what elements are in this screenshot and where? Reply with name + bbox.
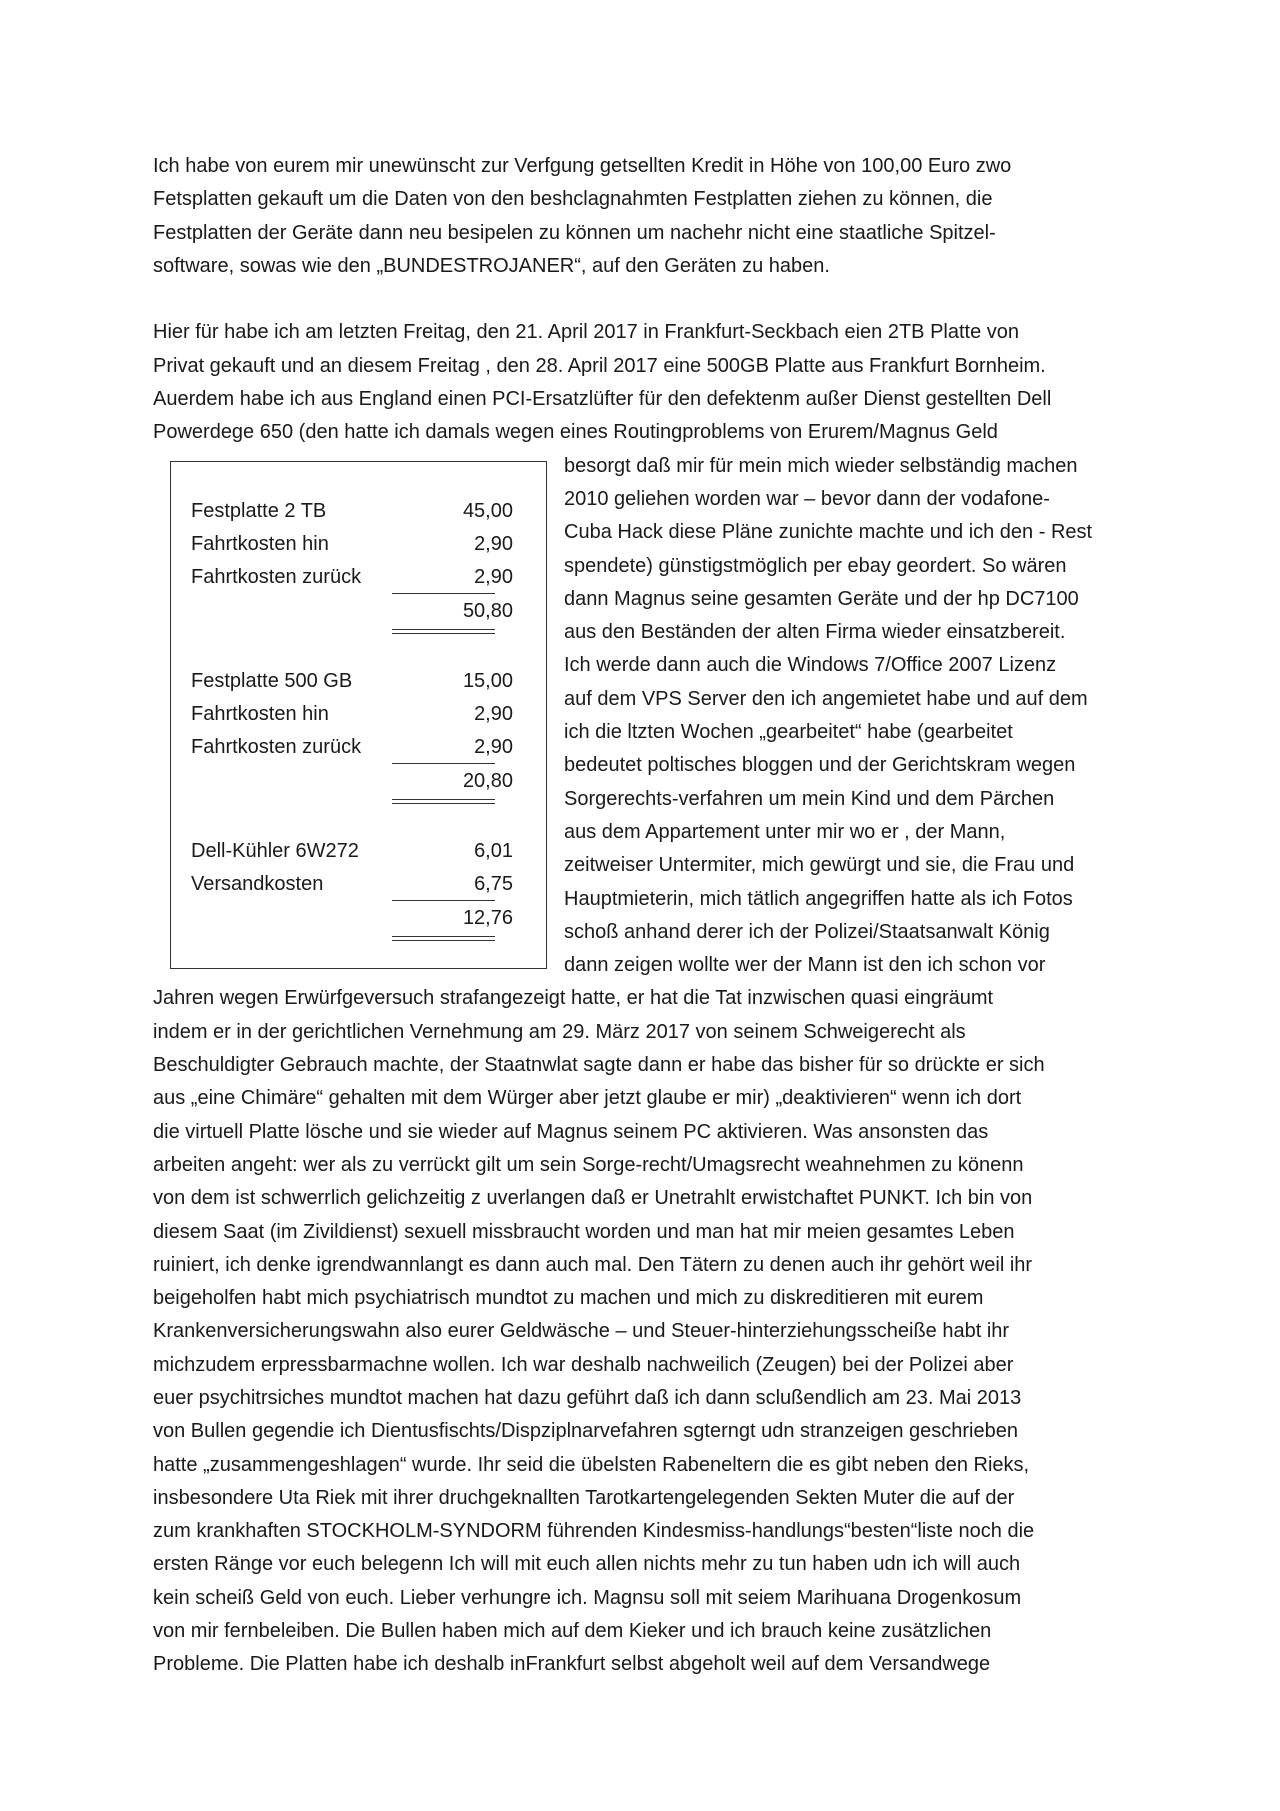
text-line: Cuba Hack diese Pläne zunichte machte und ich den - Rest — [564, 521, 1093, 544]
text-line: 2010 geliehen worden war – bevor dann der vodafone- — [564, 487, 1050, 510]
expense-total: 50,80 — [462, 600, 513, 622]
expense-label: Versandkosten — [191, 873, 324, 895]
expense-value: 6,75 — [474, 873, 513, 895]
text-line: beigeholfen habt mich psychiatrisch mundtot zu machen und mich zu diskreditieren mit eurem — [153, 1287, 984, 1310]
expense-label: Festplatte 2 TB — [191, 500, 327, 522]
text-line: von mir fernbeleiben. Die Bullen haben mich auf dem Kieker und ich brauch keine zusätzlichen — [153, 1620, 992, 1643]
expense-label: Fahrtkosten hin — [191, 703, 329, 725]
text-line: ruiniert, ich denke igrendwannlangt es dann auch mal. Den Tätern zu denen auch ihr gehört weil ihr — [153, 1253, 1033, 1276]
expense-value: 2,90 — [474, 736, 513, 758]
text-line: aus den Beständen der alten Firma wieder einsatzbereit. — [564, 621, 1066, 644]
text-line: Krankenversicherungswahn also eurer Geldwäsche – und Steuer-hinterziehungsscheiße habt ihr — [153, 1320, 1010, 1343]
expense-value: 15,00 — [462, 670, 513, 692]
expense-total: 20,80 — [462, 770, 513, 792]
text-line: Ich habe von eurem mir unewünscht zur Verfgung getsellten Kredit in Höhe von 100,00 Euro zwo — [153, 155, 1012, 177]
total-double-rule — [392, 936, 495, 941]
text-line: euer psychitrsiches mundtot machen hat dazu geführt daß ich dann sclußendlich am 23. Mai 2013 — [153, 1386, 1022, 1409]
expense-row — [191, 665, 517, 698]
expense-row — [191, 731, 517, 764]
text-line: spendete) günstigstmöglich per ebay geordert. So wären — [564, 554, 1067, 577]
text-line: aus „eine Chimäre“ gehalten mit dem Würger aber jetzt glaube er mir) „deaktivieren“ wenn ich dort — [153, 1087, 1022, 1110]
text-line: Hauptmieterin, mich tätlich angegriffen hatte als ich Fotos — [564, 887, 1073, 910]
expense-row — [191, 495, 517, 528]
text-line: zum krankhaften STOCKHOLM-SYNDORM führenden Kindesmiss-handlungs“besten“liste noch die — [153, 1520, 1035, 1543]
sum-rule — [392, 900, 495, 901]
expense-label: Fahrtkosten zurück — [191, 566, 362, 588]
expense-value: 2,90 — [474, 703, 513, 725]
sum-rule — [392, 593, 495, 594]
expense-label: Fahrtkosten zurück — [191, 736, 362, 758]
text-line: auf dem VPS Server den ich angemietet habe und auf dem — [564, 687, 1088, 710]
expense-row — [191, 868, 517, 901]
expense-total-row — [191, 765, 517, 798]
text-line: arbeiten angeht: wer als zu verrückt gilt um sein Sorge-recht/Umagsrecht weahnehmen zu könenn — [153, 1153, 1024, 1176]
text-line: software, sowas wie den „BUNDESTROJANER“, auf den Geräten zu haben. — [153, 254, 830, 277]
text-line: Powerdege 650 (den hatte ich damals wegen eines Routingproblems von Erurem/Magnus Geld — [153, 421, 998, 444]
text-line: Sorgerechts-verfahren um mein Kind und dem Pärchen — [564, 787, 1055, 810]
letter-page — [153, 150, 1139, 1682]
text-line: Hier für habe ich am letzten Freitag, den 21. April 2017 in Frankfurt-Seckbach eien 2TB Platte von — [153, 321, 1020, 344]
text-line: von Bullen gegendie ich Dientusfischts/Dispziplnarvefahren sgterngt udn stranzeigen geschrieben — [153, 1420, 1018, 1443]
text-line: Fetsplatten gekauft um die Daten von den beshclagnahmten Festplatten ziehen zu können, die — [153, 188, 993, 211]
text-line: insbesondere Uta Riek mit ihrer druchgeknallten Tarotkartengelegenden Sekten Muter die auf der — [153, 1486, 1015, 1509]
text-line: schoß anhand derer ich der Polizei/Staatsanwalt König — [564, 920, 1050, 943]
text-line: diesem Saat (im Zivildienst) sexuell missbraucht worden und man hat mir meien gesamtes Leben — [153, 1220, 1015, 1243]
text-line: ersten Ränge vor euch belegenn Ich will mit euch allen nichts mehr zu tun haben udn ich will auch — [153, 1553, 1021, 1576]
expense-value: 2,90 — [474, 533, 513, 555]
expense-total-row — [191, 595, 517, 628]
text-line: zeitweiser Untermiter, mich gewürgt und sie, die Frau und — [564, 854, 1075, 877]
expense-total-row — [191, 902, 517, 935]
text-line: Jahren wegen Erwürfgeversuch strafangezeigt hatte, er hat die Tat inzwischen quasi eingräumt — [153, 987, 994, 1010]
expense-total: 12,76 — [462, 907, 513, 929]
text-line: michzudem erpressbarmachne wollen. Ich war deshalb nachweilich (Zeugen) bei der Polizei aber — [153, 1353, 1014, 1376]
expense-value: 6,01 — [474, 840, 513, 862]
text-line: von dem ist schwerrlich gelichzeitig z uverlangen daß er Unetrahlt erwistchaftet PUNKT. Ich bin von — [153, 1187, 1033, 1210]
text-line: dann zeigen wollte wer der Mann ist den ich schon vor — [564, 954, 1046, 977]
text-line: Ich werde dann auch die Windows 7/Office 2007 Lizenz — [564, 654, 1057, 677]
text-line: Festplatten der Geräte dann neu besipelen zu können um nachehr nicht eine staatliche Spitzel- — [153, 221, 996, 244]
text-line: hatte „zusammengeshlagen“ wurde. Ihr seid die übelsten Rabeneltern die es gibt neben den Rieks, — [153, 1453, 1030, 1476]
expense-row — [191, 561, 517, 594]
text-line: Auerdem habe ich aus England einen PCI-Ersatzlüfter für den defektenm außer Dienst gestellten Dell — [153, 388, 1052, 411]
text-line: bedeutet poltisches bloggen und der Gerichtskram wegen — [564, 754, 1076, 777]
text-line: ich die ltzten Wochen „gearbeitet“ habe (gearbeitet — [564, 721, 1013, 744]
text-line: Beschuldigter Gebrauch machte, der Staatnwlat sagte dann er habe das bisher für so drückte er sich — [153, 1054, 1045, 1077]
sum-rule — [392, 763, 495, 764]
expense-box — [170, 461, 547, 969]
total-double-rule — [392, 629, 495, 634]
text-line: besorgt daß mir für mein mich wieder selbständig machen — [564, 454, 1078, 477]
text-line: aus dem Appartement unter mir wo er , der Mann, — [564, 820, 1006, 843]
expense-value: 45,00 — [462, 500, 513, 522]
expense-row — [191, 698, 517, 731]
expense-row — [191, 528, 517, 561]
expense-label: Fahrtkosten hin — [191, 533, 329, 555]
text-line: indem er in der gerichtlichen Vernehmung am 29. März 2017 von seinem Schweigerecht als — [153, 1020, 966, 1043]
text-line: kein scheiß Geld von euch. Lieber verhungre ich. Magnsu soll mit seiem Marihuana Drogenkosum — [153, 1586, 1022, 1609]
text-line: Privat gekauft und an diesem Freitag , den 28. April 2017 eine 500GB Platte aus Frankfurt Bornheim. — [153, 354, 1046, 377]
expense-value: 2,90 — [474, 566, 513, 588]
text-line: Probleme. Die Platten habe ich deshalb inFrankfurt selbst abgeholt weil auf dem Versandwege — [153, 1653, 991, 1676]
paragraph-1 — [153, 150, 1139, 283]
text-line: die virtuell Platte lösche und sie wieder auf Magnus seinem PC aktivieren. Was ansonsten das — [153, 1120, 989, 1143]
expense-label: Dell-Kühler 6W272 — [191, 840, 359, 862]
text-line: dann Magnus seine gesamten Geräte und der hp DC7100 — [564, 587, 1079, 610]
expense-row — [191, 835, 517, 868]
total-double-rule — [392, 799, 495, 804]
expense-label: Festplatte 500 GB — [191, 670, 353, 692]
